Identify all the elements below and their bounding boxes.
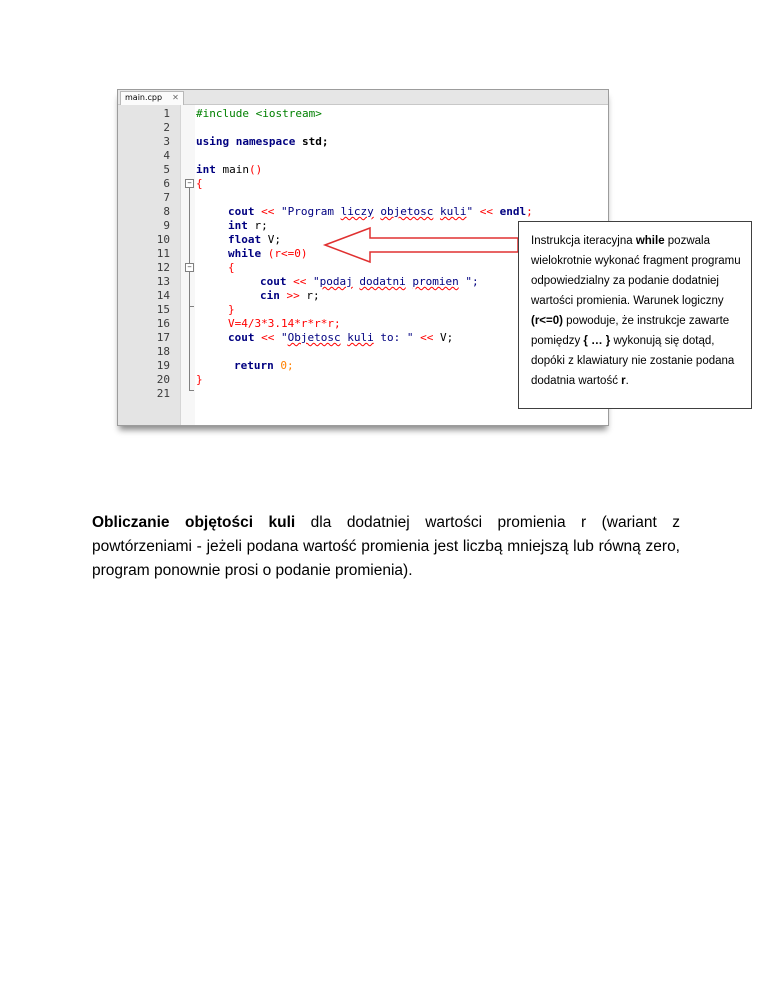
code-text: main (215, 163, 249, 176)
keyword: cout (260, 275, 287, 288)
operator: << (413, 331, 440, 344)
operator: << (286, 275, 313, 288)
line-number: 1 (163, 107, 170, 120)
line-number: 18 (156, 345, 170, 358)
line-number: 10 (156, 233, 170, 246)
string-literal: " (281, 331, 288, 344)
code-text: r; (247, 219, 268, 232)
operator: { (196, 177, 203, 190)
operator: } (228, 303, 235, 316)
line-number: 20 (156, 373, 170, 386)
line-number: 14 (156, 289, 170, 302)
operator: } (196, 373, 203, 386)
string-literal: kuli (347, 331, 374, 344)
string-literal: podaj (319, 275, 353, 288)
keyword: cin (260, 289, 280, 302)
callout-text: powoduje, że instrukcje zawarte pomiędzy (531, 315, 730, 347)
callout-bold: { … } (583, 335, 611, 347)
operator: () (249, 163, 263, 176)
callout-text: pozwala wielokrotnie wykonać fragment programu odpowiedzialny za podanie dodatniej wartości promienia. Warunek logiczny (531, 235, 741, 307)
line-number: 13 (156, 275, 170, 288)
keyword: while (228, 247, 262, 260)
line-number: 9 (163, 219, 170, 232)
code-text: r; (306, 289, 320, 302)
keyword: int (196, 163, 216, 176)
line-number: 16 (156, 317, 170, 330)
tab-label: main.cpp (125, 93, 163, 102)
string-literal: "Program (281, 205, 341, 218)
operator: << (473, 205, 500, 218)
callout-text: Instrukcja iteracyjna (531, 235, 636, 247)
string-literal: promien (412, 275, 459, 288)
number-literal: 0; (273, 359, 294, 372)
callout-bold: while (635, 235, 665, 247)
line-number: 8 (163, 205, 170, 218)
line-number: 21 (156, 387, 170, 400)
string-literal: to: " (373, 331, 414, 344)
operator: << (254, 331, 281, 344)
line-number: 15 (156, 303, 170, 316)
code-text: V; (439, 331, 454, 344)
close-icon[interactable]: ✕ (172, 93, 179, 102)
explanation-callout (518, 221, 752, 409)
keyword: endl (499, 205, 527, 218)
line-number: 2 (163, 121, 170, 134)
callout-bold: r (621, 375, 626, 387)
keyword: cout (228, 205, 255, 218)
keyword: int (228, 219, 248, 232)
code-text: V=4/3*3.14*r*r*r; (228, 317, 341, 330)
string-literal: " (466, 205, 474, 218)
fold-minus-icon[interactable]: − (185, 263, 194, 272)
line-number: 6 (163, 177, 170, 190)
string-literal: " (313, 275, 320, 288)
operator: (r<=0) (261, 247, 308, 260)
operator: ; (526, 205, 533, 218)
string-literal: dodatni (359, 275, 406, 288)
line-number: 7 (163, 191, 170, 204)
paragraph-bold: Obliczanie objętości kuli (92, 514, 296, 531)
string-literal: kuli (439, 205, 467, 218)
arrow-shape (325, 228, 518, 262)
preprocessor-directive: #include <iostream> (196, 107, 322, 120)
line-number: 4 (163, 149, 170, 162)
callout-text: . (625, 375, 629, 387)
operator: { (228, 261, 235, 274)
fold-minus-icon[interactable]: − (185, 179, 194, 188)
paragraph-text: dla dodatniej wartości promienia r (wariant z powtórzeniami - jeżeli podana wartość promienia jest liczbą mniejszą lub równą zero, program ponownie prosi o podanie promienia). (92, 514, 680, 579)
string-literal: "; (458, 275, 479, 288)
line-number: 17 (156, 331, 170, 344)
string-literal: objetosc (380, 205, 434, 218)
line-number: 11 (156, 247, 170, 260)
keyword: using namespace (196, 135, 296, 148)
code-text: V; (261, 233, 281, 246)
string-literal: Objetosc (287, 331, 341, 344)
line-number: 3 (163, 135, 170, 148)
keyword: return (234, 359, 274, 372)
line-number: 19 (156, 359, 170, 372)
operator: << (254, 205, 281, 218)
callout-text: wykonują się dotąd, dopóki z klawiatury nie zostanie podana dodatnia wartość (531, 335, 735, 387)
callout-bold: (r<=0) (531, 315, 563, 327)
keyword: float (228, 233, 262, 246)
keyword: cout (228, 331, 255, 344)
code-text: std; (295, 135, 329, 148)
description-paragraph (92, 511, 680, 583)
line-number: 5 (163, 163, 170, 176)
operator: >> (279, 289, 307, 302)
line-number: 12 (156, 261, 170, 274)
string-literal: liczy (340, 205, 374, 218)
